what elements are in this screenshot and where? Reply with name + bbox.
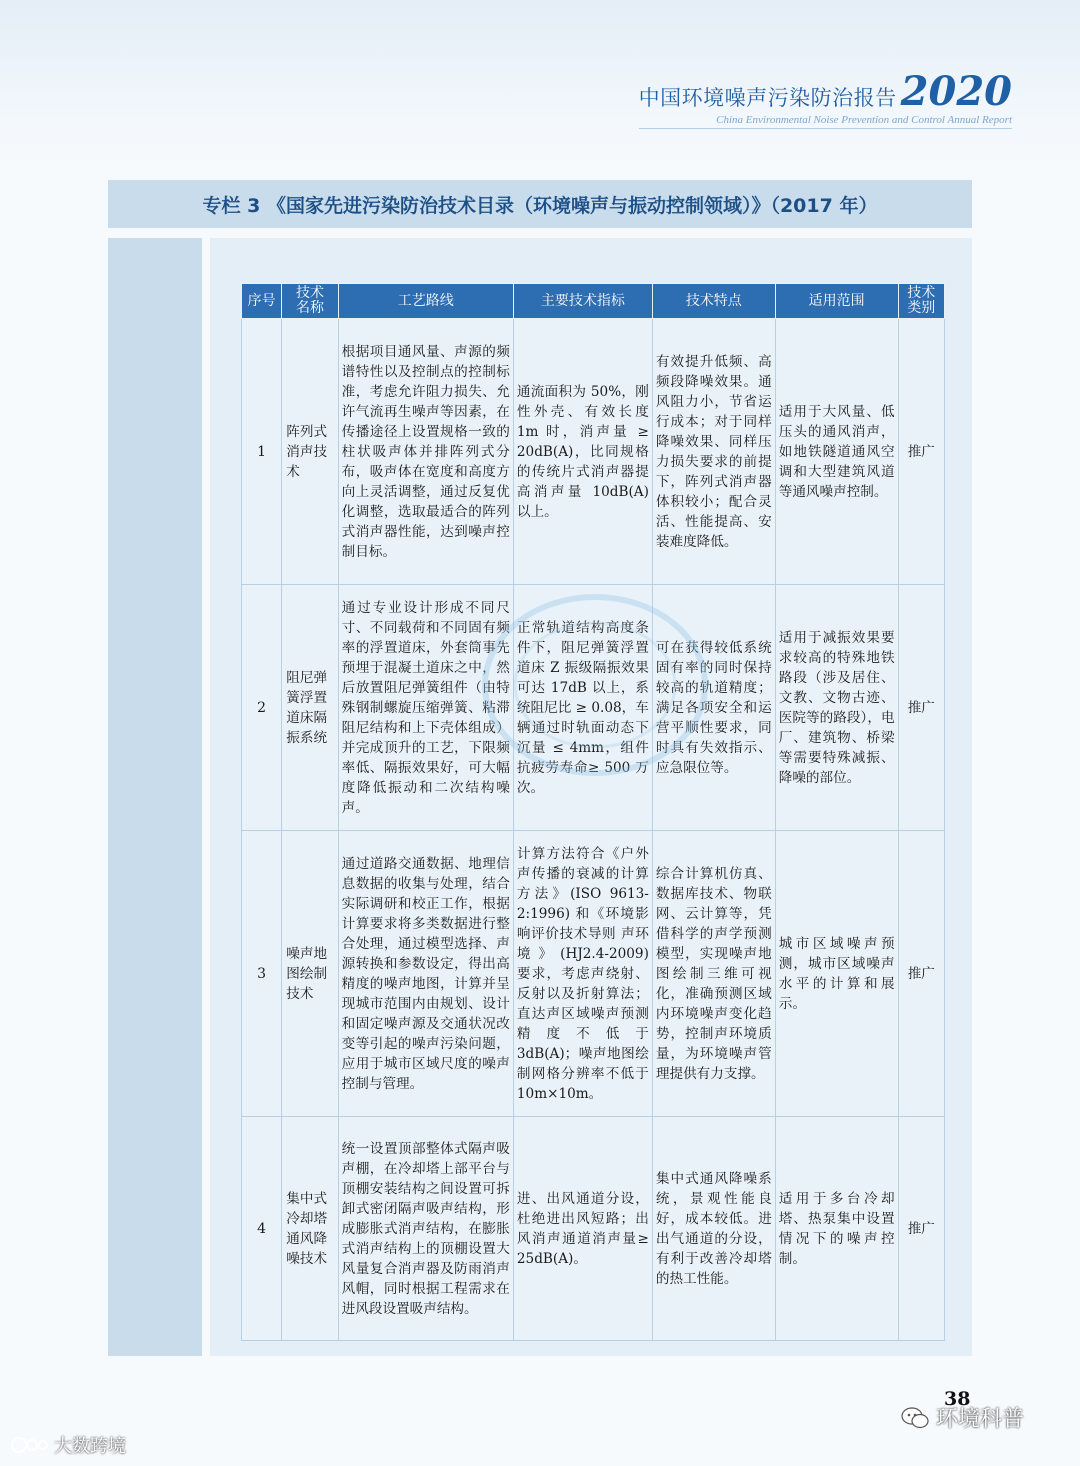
header-name: 技术名称 (282, 284, 338, 319)
cell-scope: 适用于减振效果要求较高的特殊地铁路段（涉及居住、文教、文物古迹、医院等的路段），电厂、建筑物、桥梁等需要特殊减振、降噪的部位。 (775, 585, 898, 831)
cell-name: 噪声地图绘制技术 (282, 831, 338, 1117)
report-header (638, 68, 1012, 129)
cell-name: 集中式冷却塔通风降噪技术 (282, 1117, 338, 1341)
header-scope: 适用范围 (775, 284, 898, 319)
cell-indicators: 进、出风通道分设，杜绝进出风短路；出风消声通道消声量≥ 25dB(A)。 (513, 1117, 652, 1341)
report-year: 2020 (900, 68, 1012, 115)
cell-route: 通过道路交通数据、地理信息数据的收集与处理，结合实际调研和校正工作，根据计算要求将多类数据进行整合处理，通过模型选择、声源转换和参数设定，得出高精度的噪声地图，计算并呈现城市范围内由规划、设计和固定噪声源及交通状况改变等引起的噪声污染问题，应用于城市区域尺度的噪声控制与管理。 (338, 831, 513, 1117)
cell-name: 阵列式消声技术 (282, 319, 338, 585)
cell-no: 2 (242, 585, 282, 831)
cell-scope: 城市区域噪声预测，城市区域噪声水平的计算和展示。 (775, 831, 898, 1117)
cell-type: 推广 (898, 831, 944, 1117)
cell-features: 有效提升低频、高频段降噪效果。通风阻力小，节省运行成本；对于同样降噪效果、同样压力损失要求的前提下，阵列式消声器体积较小；配合灵活、性能提高、安装难度降低。 (652, 319, 775, 585)
cell-features: 可在获得较低系统固有率的同时保持较高的轨道精度；满足各项安全和运营平顺性要求，同时具有失效指示、应急限位等。 (652, 585, 775, 831)
cell-type: 推广 (898, 319, 944, 585)
cell-features: 综合计算机仿真、数据库技术、物联网、云计算等，凭借科学的声学预测模型，实现噪声地图绘制三维可视化，准确预测区域内环境噪声变化趋势，控制声环境质量，为环境噪声管理提供有力支撑。 (652, 831, 775, 1117)
header-indicators: 主要技术指标 (513, 284, 652, 319)
logo-icon (10, 1434, 50, 1456)
table-row (242, 319, 945, 585)
cell-type: 推广 (898, 585, 944, 831)
cell-features: 集中式通风降噪系统，景观性能良好，成本较低。进出气通道的分设，有利于改善冷却塔的热工性能。 (652, 1117, 775, 1341)
header-features: 技术特点 (652, 284, 775, 319)
chat-bubble-icon (900, 1406, 930, 1430)
header-no: 序号 (242, 284, 282, 319)
watermark-right-text: 环境科普 (936, 1407, 1025, 1432)
box-title: 专栏 3 《国家先进污染防治技术目录（环境噪声与振动控制领域）》（2017 年） (108, 180, 972, 228)
cell-name: 阻尼弹簧浮置道床隔振系统 (282, 585, 338, 831)
cell-no: 1 (242, 319, 282, 585)
report-subtitle: China Environmental Noise Prevention and Control Annual Report (639, 114, 1012, 129)
report-title: 中国环境噪声污染防治报告 (638, 86, 897, 110)
table-header-row (242, 284, 945, 319)
box-left-panel (108, 238, 202, 1356)
cell-scope: 适用于多台冷却塔、热泵集中设置情况下的噪声控制。 (775, 1117, 898, 1341)
page-number: 38 (944, 1388, 971, 1410)
table-row (242, 1117, 945, 1341)
cell-indicators: 计算方法符合《户外声传播的衰减的计算方法》(ISO 9613-2:1996) 和《环境影响评价技术导则 声环境》(HJ2.4-2009) 要求，考虑声绕射、反射以及折射算法；直达声区域噪声预测精度不低于 3dB(A)；噪声地图绘制网格分辨率不低于 10m×10m。 (513, 831, 652, 1117)
cell-route: 统一设置顶部整体式隔声吸声棚，在冷却塔上部平台与顶棚安装结构之间设置可拆卸式密闭隔声吸声结构，形成膨胀式消声结构，在膨胀式消声结构上的顶棚设置大风量复合消声器及防雨消声风帽，同时根据工程需求在进风段设置吸声结构。 (338, 1117, 513, 1341)
cell-no: 4 (242, 1117, 282, 1341)
cell-scope: 适用于大风量、低压头的通风消声，如地铁隧道通风空调和大型建筑风道等通风噪声控制。 (775, 319, 898, 585)
cell-route: 根据项目通风量、声源的频谱特性以及控制点的控制标准，考虑允许阻力损失、允许气流再生噪声等因素，在传播途径上设置规格一致的柱状吸声体并排阵列式分布，吸声体在宽度和高度方向上灵活调整，通过反复优化调整，选取最适合的阵列式消声器性能，达到噪声控制目标。 (338, 319, 513, 585)
watermark-left (10, 1432, 126, 1458)
cell-type: 推广 (898, 1117, 944, 1341)
cell-indicators: 正常轨道结构高度条件下，阻尼弹簧浮置道床 Z 振级隔振效果可达 17dB 以上，系统阻尼比 ≥ 0.08，车辆通过时轨面动态下沉量 ≤ 4mm，组件抗疲劳寿命≥ 500 万次。 (513, 585, 652, 831)
technology-table (241, 283, 945, 1341)
table-row (242, 831, 945, 1117)
watermark-left-text: 大数跨境 (54, 1436, 126, 1457)
table-row (242, 585, 945, 831)
cell-indicators: 通流面积为 50%，刚性外壳、有效长度 1m 时，消声量 ≥ 20dB(A)，比同规格的传统片式消声器提高消声量 10dB(A) 以上。 (513, 319, 652, 585)
watermark-right (900, 1402, 1024, 1433)
cell-no: 3 (242, 831, 282, 1117)
cell-route: 通过专业设计形成不同尺寸、不同载荷和不同固有频率的浮置道床，外套筒事先预埋于混凝土道床之中，然后放置阻尼弹簧组件（由特殊钢制螺旋压缩弹簧、粘滞阻尼结构和上下壳体组成）并完成顶升的工艺，下限频率低、隔振效果好，可大幅度降低振动和二次结构噪声。 (338, 585, 513, 831)
header-type: 技术类别 (898, 284, 944, 319)
header-route: 工艺路线 (338, 284, 513, 319)
